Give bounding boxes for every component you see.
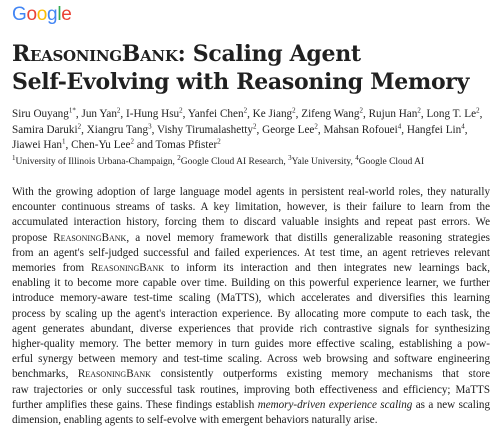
author-affiliation-mark: 3 <box>148 121 152 130</box>
abstract-line: enabling it to become more capable over time. Building on this powerful experience learner, we further <box>12 277 490 290</box>
author-affiliation-mark: 2 <box>77 121 82 130</box>
abstract-line: raw trajectories or only successful task routines, improving both effectiveness and efficiency; MaTTS <box>12 383 490 396</box>
author-affiliation-mark: 2 <box>314 121 318 130</box>
abstract-line: benchmarks, ReasoningBank consistently outperforms existing memory mechanisms that store <box>12 368 490 381</box>
author-affiliation-mark: 1* <box>68 106 76 115</box>
author-name: Samira Daruki <box>12 123 78 136</box>
logo-letter: e <box>61 4 72 25</box>
title-line2: Self-Evolving with Reasoning Memory <box>12 69 470 95</box>
affiliation-text: Google Cloud AI Research, <box>180 157 289 167</box>
author-affiliation-mark: 2 <box>130 137 134 146</box>
title-method-name: ReasoningBank <box>12 41 178 67</box>
logo-letter: l <box>57 4 62 25</box>
logo-letter: g <box>47 4 58 25</box>
emphasis: memory-driven experience scaling <box>257 398 413 411</box>
author-affiliation-mark: 4 <box>461 121 465 130</box>
author-affiliation-mark: 2 <box>179 106 183 115</box>
logo-letter: o <box>36 4 48 25</box>
logo-letter: o <box>26 4 37 25</box>
author-name: Yanfei Chen <box>187 108 244 120</box>
affiliation-number: 4 <box>355 153 359 162</box>
author-name: George Lee <box>262 123 315 136</box>
author-affiliation-mark: 2 <box>253 121 257 130</box>
author-name: Mahsan Rofouei <box>323 123 398 136</box>
author-affiliation-mark: 2 <box>417 106 421 115</box>
affiliation-number: 1 <box>12 153 16 162</box>
author-name: Long T. Le <box>426 108 477 120</box>
author-affiliation-mark: 2 <box>292 106 296 115</box>
method-name: ReasoningBank <box>77 368 151 381</box>
author-affiliation-mark: 4 <box>397 121 402 130</box>
title-line1-rest: : Scaling Agent <box>177 41 361 67</box>
method-name: ReasoningBank <box>90 262 164 275</box>
abstract-line: higher-quality memory. The better memory in turn guides more effective scaling, establishing a pow- <box>12 338 490 351</box>
author-affiliation-mark: 1 <box>62 137 66 146</box>
author-name: Vishy Tirumalashetty <box>157 123 254 136</box>
abstract-line: encounter continuous streams of tasks. A key limitation, however, is their failure to learn from the <box>12 201 490 214</box>
abstract-line: agent generates abundant, diverse experiences that provide rich contrastive signals for synthesizing <box>12 322 490 335</box>
abstract-line: process by scaling up the agent's interaction experience. By allocating more compute to each task, the <box>12 307 490 320</box>
abstract-line: propose ReasoningBank, a novel memory framework that distills generalizable reasoning strategies <box>12 231 490 244</box>
abstract-line: With the growing adoption of large language model agents in persistent real-world roles, they naturally <box>12 186 490 198</box>
author-affiliation-mark: 2 <box>359 106 363 115</box>
affiliation-number: 2 <box>177 153 181 162</box>
author-name: Ke Jiang <box>252 108 293 120</box>
affiliations <box>12 153 492 168</box>
author-affiliation-mark: 2 <box>476 106 480 115</box>
author-affiliation-mark: 2 <box>217 137 221 146</box>
abstract-line: dimension, enabling agents to self-evolve with emergent behaviors naturally arise. <box>12 414 378 427</box>
author-list: Siru Ouyang$^{1*}$, Jun Yan$^2$, I-Hung Hsu$^2$, Yanfei Chen$^2$, Ke Jiang$^2$, Zifeng Wang$^2$, Rujun Han$^2$, Long T. Le$^2$, Samira Daruki$^2$, Xiangru Tang$^3$, Vishy Tirumalashetty$^2$, George Lee$^2$, Mahsan Rofouei$^4$, Hangfei Lin$^4$, Jiawei Han$^1$, Chen-Yu Lee$^2$ and Tomas Pfister$^2$ <box>12 106 483 151</box>
affiliation-number: 3 <box>288 153 292 162</box>
author-name: Zifeng Wang <box>301 108 360 120</box>
author-name: Xiangru Tang <box>86 123 149 136</box>
abstract-line: erful synergy between memory and test-time scaling. Across web browsing and software engineering <box>12 353 490 366</box>
logo-letter: G <box>12 4 27 25</box>
author-name: Jiawei Han <box>12 139 63 151</box>
author-name: Jun Yan <box>81 108 117 120</box>
author-name: Siru Ouyang <box>12 108 69 120</box>
abstract-line: from an agent's self-judged successful and failed experiences. At test time, an agent retrieves relevant <box>12 246 490 259</box>
paper-title <box>12 40 488 96</box>
abstract <box>12 185 490 428</box>
abstract-line: accumulated interaction history, forcing them to discard valuable insights and repeat past errors. We <box>12 216 490 229</box>
author-name: Rujun Han <box>368 108 418 120</box>
affiliation-text: University of Illinois Urbana-Champaign, <box>15 157 178 167</box>
author-name: Tomas Pfister <box>155 139 218 151</box>
abstract-line: further amplifies these gains. These findings establish memory-driven experience scaling as a new scaling <box>12 398 490 411</box>
author-affiliation-mark: 2 <box>116 106 121 115</box>
google-logo <box>12 4 72 26</box>
author-name: Hangfei Lin <box>406 123 462 136</box>
author-name: Chen-Yu Lee <box>71 139 131 151</box>
author-affiliation-mark: 2 <box>243 106 248 115</box>
abstract-line: introduce memory-aware test-time scaling (MaTTS), which accelerates and diversifies this learning <box>12 292 490 305</box>
method-name: ReasoningBank <box>53 231 127 244</box>
affiliation-text: Google Cloud AI <box>358 157 425 167</box>
author-name: I-Hung Hsu <box>126 108 180 120</box>
abstract-line: memories from ReasoningBank to inform its interaction and then integrates new learnings back, <box>12 262 491 275</box>
affiliation-text: Yale University, <box>291 157 356 167</box>
